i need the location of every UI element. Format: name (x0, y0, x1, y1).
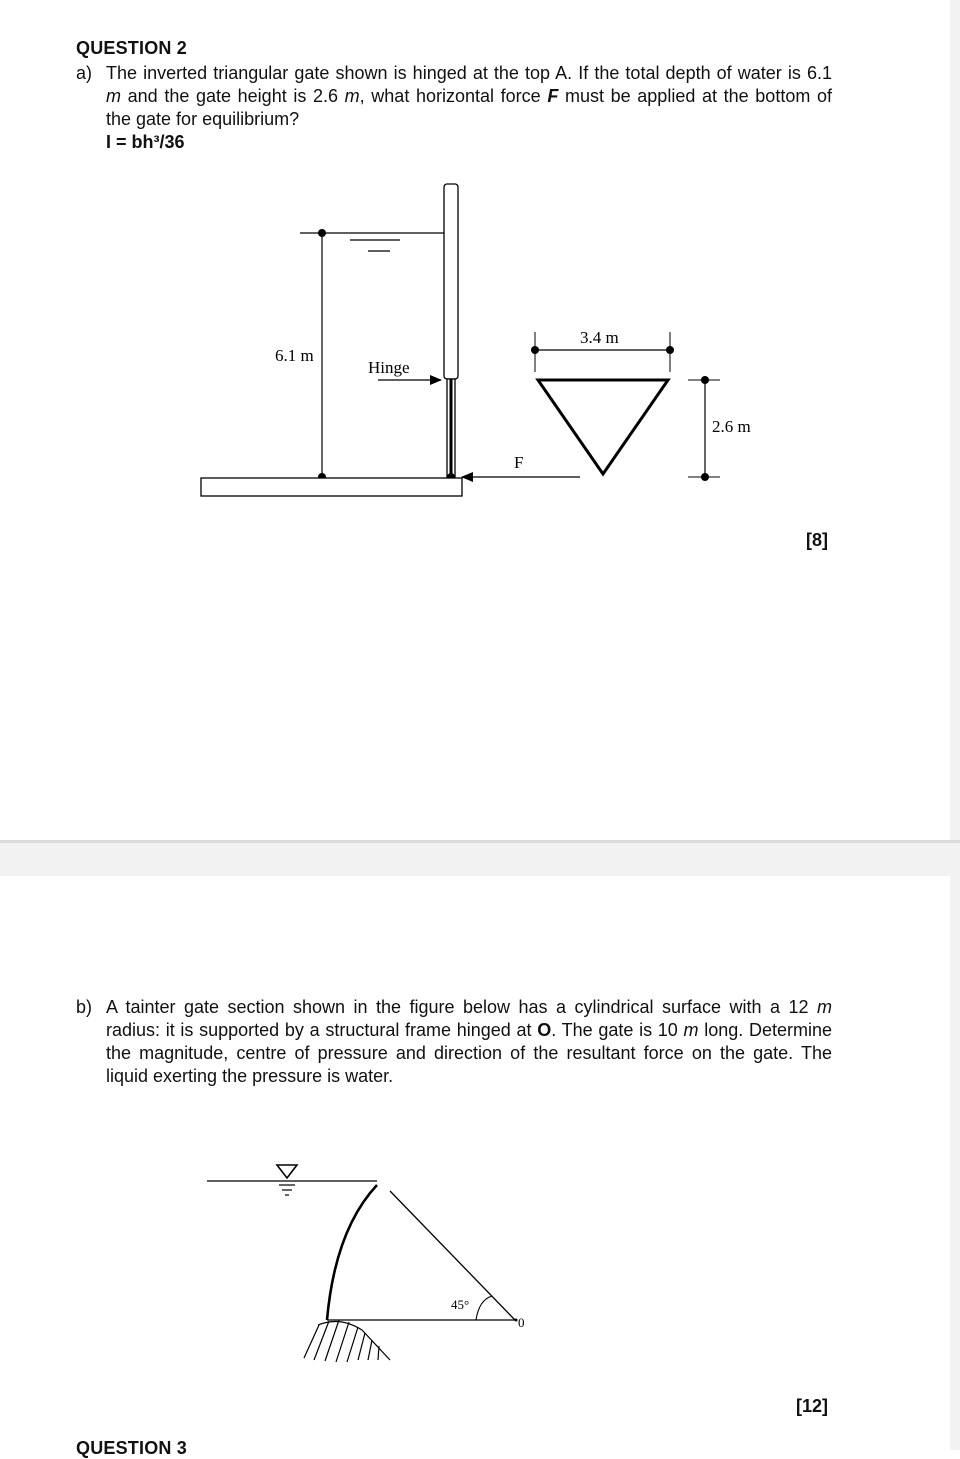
support-base (318, 1321, 362, 1330)
part-a-marks: [8] (806, 530, 828, 550)
triangular-gate-figure (190, 175, 790, 505)
part-b-text (76, 996, 832, 1088)
angle-label: 45° (451, 1297, 470, 1312)
force-label: F (514, 453, 524, 472)
part-a-label: a) (76, 63, 93, 83)
part-b-question: A tainter gate section shown in the figure below has a cylindrical surface with a 12 m radius: it is supported by a structural frame hinged at O. The gate is 10 m long. Determine the magnitude, centre of pressure and direction of the resultant force on the gate. The liquid exerting the pressure is water. (106, 997, 832, 1086)
width-label: 3.4 m (580, 328, 619, 347)
tainter-gate-figure (200, 1155, 540, 1365)
viewer-background (950, 0, 960, 1450)
water-surface-symbol (277, 1165, 297, 1178)
tainter-gate-arc (327, 1185, 377, 1320)
part-a-question: The inverted triangular gate shown is hinged at the top A. If the total depth of water is 6.1 m and the gate height is 2.6 m, what horizontal force F must be applied at the bottom of the gate for equilibrium? (106, 63, 832, 129)
ground-slab (201, 478, 462, 496)
next-question-title: QUESTION 3 (76, 1438, 188, 1458)
hinge-point-label: 0 (518, 1315, 525, 1330)
inverted-triangle (538, 380, 668, 474)
part-b-label: b) (76, 997, 93, 1017)
depth-label: 6.1 m (275, 346, 314, 365)
height-label: 2.6 m (712, 417, 751, 436)
angle-arc (476, 1296, 492, 1320)
page-separator (0, 840, 960, 876)
part-a-text (76, 62, 832, 154)
part-b-marks: [12] (796, 1396, 829, 1416)
wall (444, 184, 458, 379)
question-title: QUESTION 2 (76, 38, 188, 58)
hinge-label: Hinge (368, 358, 410, 377)
moment-of-inertia-formula: I = bh³/36 (106, 132, 185, 152)
